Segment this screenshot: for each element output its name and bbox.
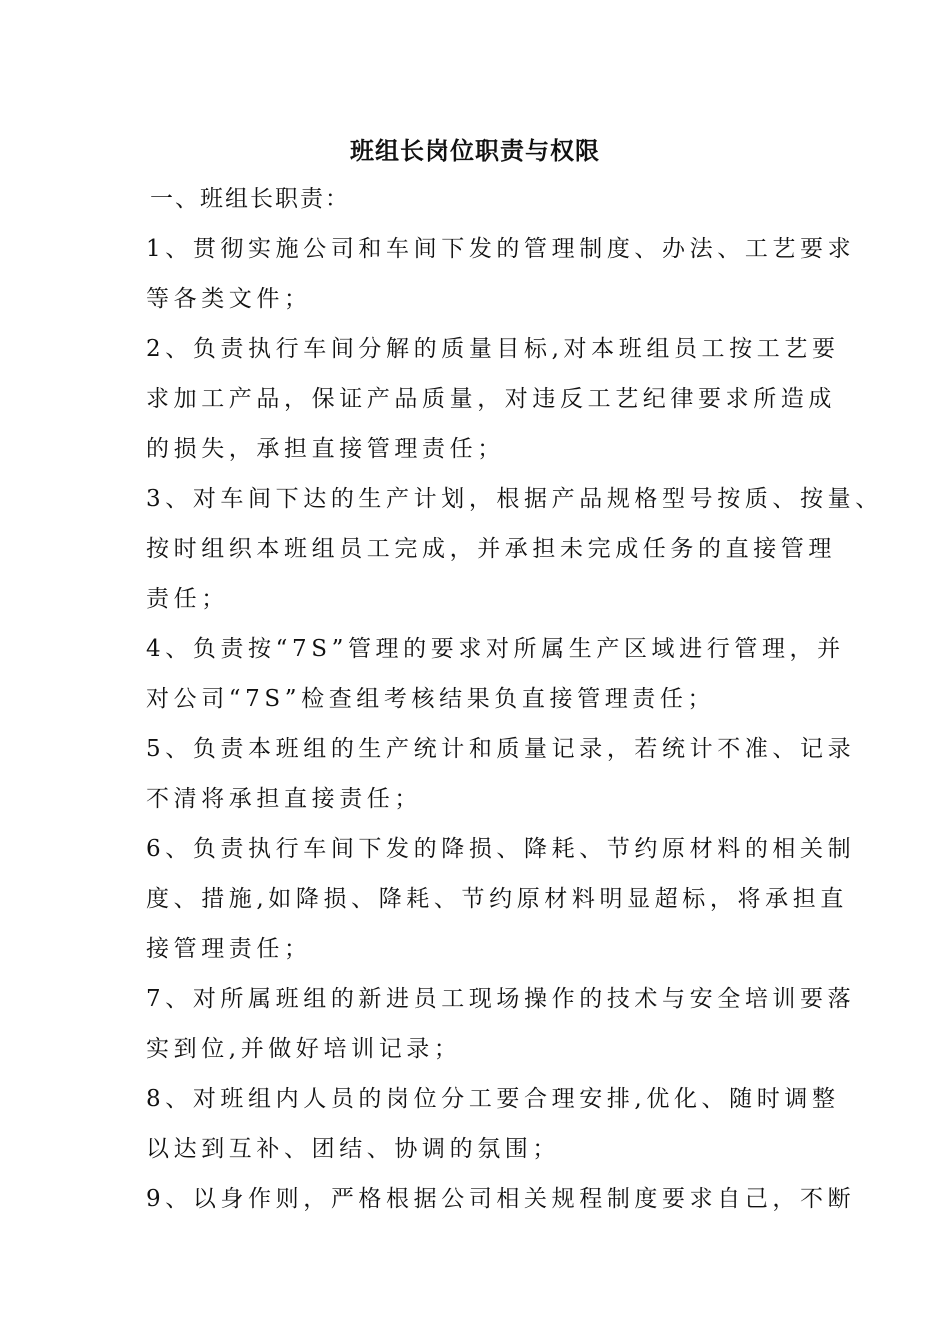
text-line: 9、以身作则，严格根据公司相关规程制度要求自己，不断 [146,1186,856,1212]
text-line: 以达到互补、团结、协调的氛围； [146,1136,560,1162]
text-line: 不清将承担直接责任； [146,786,422,812]
text-line: 1、贯彻实施公司和车间下发的管理制度、办法、工艺要求 [146,236,856,262]
text-line: 接管理责任； [146,936,312,962]
text-line: 责任； [146,586,229,612]
section-heading: 一、班组长职责： [150,186,350,212]
text-line: 7、对所属班组的新进员工现场操作的技术与安全培训要落 [146,986,856,1012]
document-title: 班组长岗位职责与权限 [350,136,600,165]
text-line: 求加工产品，保证产品质量，对违反工艺纪律要求所造成 [146,386,836,412]
text-line: 对公司“7S”检查组考核结果负直接管理责任； [146,686,716,712]
text-line: 实到位,并做好培训记录； [146,1036,462,1062]
text-line: 按时组织本班组员工完成，并承担未完成任务的直接管理 [146,536,836,562]
text-line: 8、对班组内人员的岗位分工要合理安排,优化、随时调整 [146,1086,840,1112]
text-line: 度、措施,如降损、降耗、节约原材料明显超标，将承担直 [146,886,848,912]
text-line: 4、负责按“7S”管理的要求对所属生产区域进行管理，并 [146,636,845,662]
text-line: 6、负责执行车间下发的降损、降耗、节约原材料的相关制 [146,836,856,862]
text-line: 的损失，承担直接管理责任； [146,436,505,462]
text-line: 3、对车间下达的生产计划，根据产品规格型号按质、按量、 [146,486,883,512]
text-line: 等各类文件； [146,286,312,312]
text-line: 2、负责执行车间分解的质量目标,对本班组员工按工艺要 [146,336,840,362]
text-line: 5、负责本班组的生产统计和质量记录，若统计不准、记录 [146,736,856,762]
